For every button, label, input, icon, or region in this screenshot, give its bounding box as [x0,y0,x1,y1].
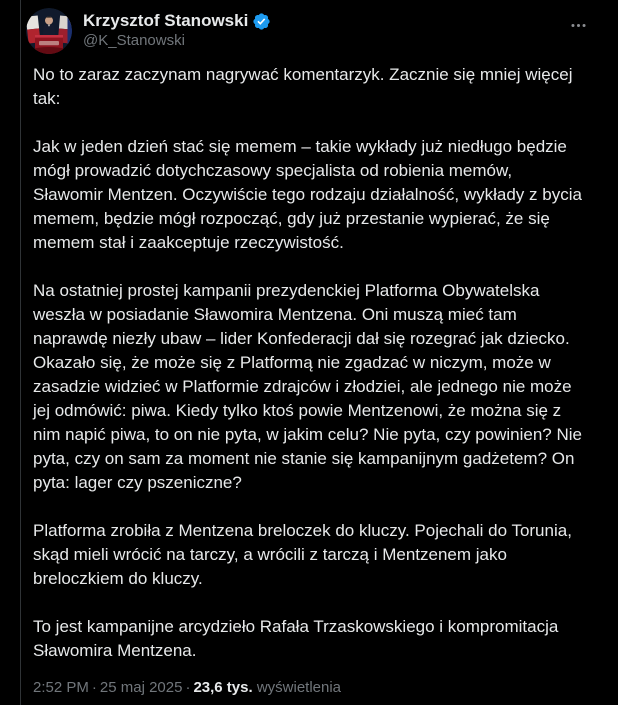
tweet-paragraph: No to zaraz zaczynam nagrywać komentarzyk. Zacznie się mniej więcej tak: [33,65,573,108]
views-label: wyświetlenia [256,679,342,696]
more-button[interactable] [565,12,592,39]
tweet-paragraph: Jak w jeden dzień stać się memem – takie wykłady już niedługo będzie mógł prowadzić dotychczasowy specjalista od robienia memów, Sławomir Mentzen. Oczywiście tego rodzaju działalność, wykłady z bycia memem, będzie mógł rozpocząć, gdy już przestanie wypierać, że się memem stał i zaakceptuje rzeczywistość. [33,137,582,252]
tweet-text [33,63,584,663]
timestamp: 2:52 PM [33,679,89,696]
verified-badge-icon [252,12,271,31]
tweet-paragraph: Na ostatniej prostej kampanii prezydenckiej Platforma Obywatelska weszła w posiadanie Sławomira Mentzena. Oni muszą mieć tam naprawdę niezły ubaw – lider Konfederacji dał się rozegrać jak dziecko. Okazało się, że może się z Platformą nie zgadzać w niczym, może w zasadzie widzieć w Platformie zdrajców i złodziei, ale jednego nie może jej odmówić: piwa. Kiedy tylko ktoś powie Mentzenowi, że można się z nim napić piwa, to on nie pyta, w jakim celu? Nie pyta, czy powinien? Nie pyta, czy on sam za moment nie stanie się kampanijnym gadżetem? On pyta: lager czy pszeniczne? [33,281,582,492]
author-name-row [83,10,271,31]
more-horizontal-icon [569,16,588,35]
author-block [83,8,271,51]
views-count: 23,6 tys. [193,679,253,696]
tweet-paragraph: Platforma zrobiła z Mentzena breloczek do kluczy. Pojechali do Torunia, skąd mieli wrócić na tarczy, a wrócili z tarczą i Mentzenem jako breloczkiem do kluczy. [33,521,572,588]
avatar[interactable] [26,8,72,54]
avatar-image [26,8,72,54]
tweet-metadata [33,678,584,698]
date: 25 maj 2025 [99,679,183,696]
tweet [21,0,618,698]
tweet-paragraph: To jest kampanijne arcydzieło Rafała Trzaskowskiego i kompromitacja Sławomira Mentzena. [33,617,559,660]
tweet-header [33,8,584,54]
separator-dot: · [185,679,191,696]
author-name[interactable]: Krzysztof Stanowski [83,11,249,30]
separator-dot: · [91,679,97,696]
author-handle[interactable]: @K_Stanowski [83,32,185,49]
